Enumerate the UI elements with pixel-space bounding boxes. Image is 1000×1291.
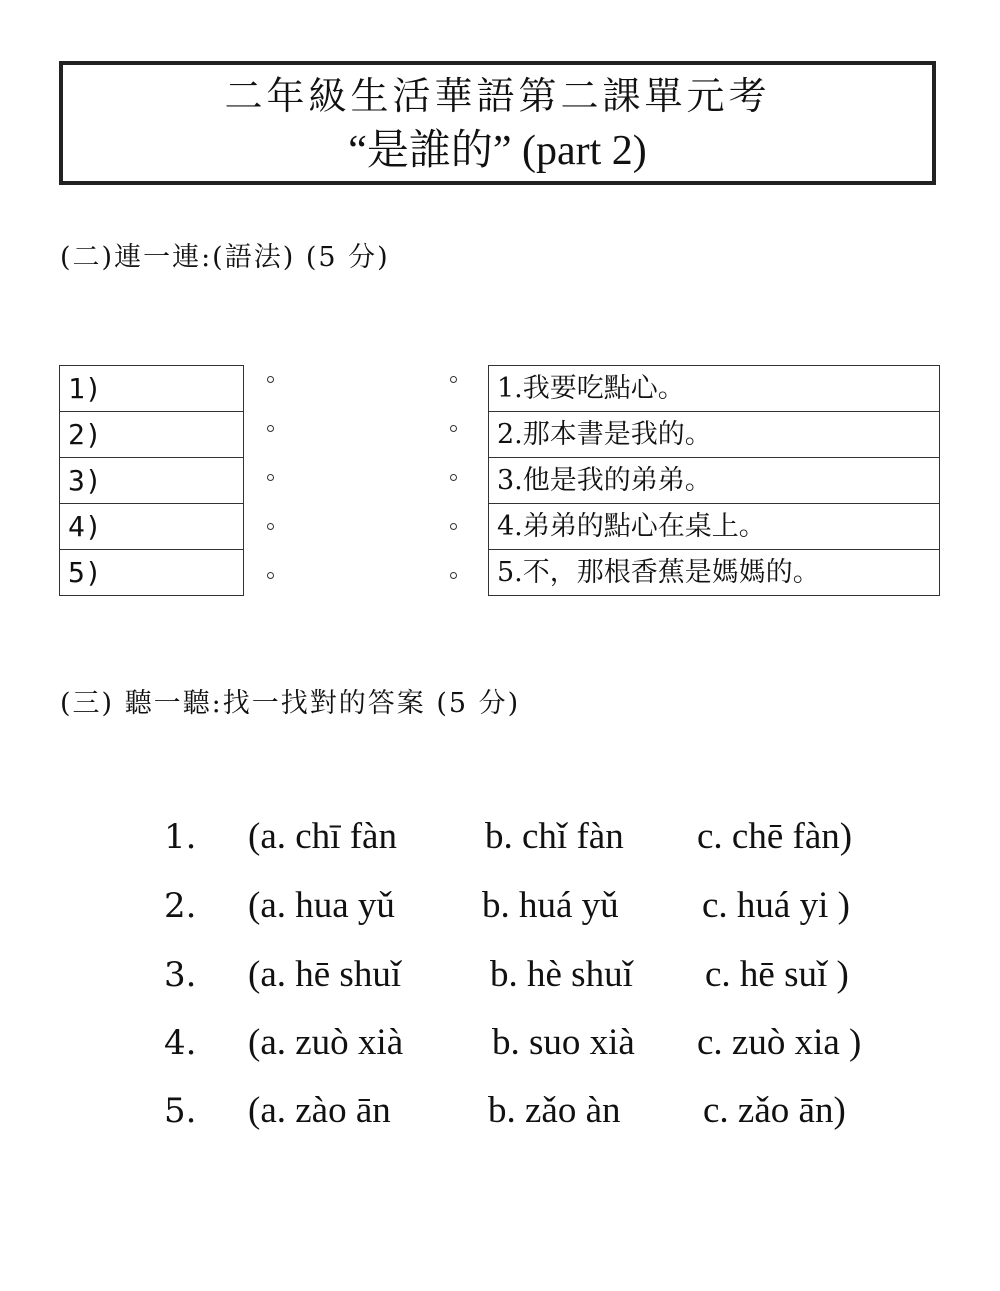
option-a[interactable]: (a. hua yǔ: [248, 885, 395, 926]
right-connector-dot-5[interactable]: [450, 572, 457, 579]
sentence-5[interactable]: 5.不，那根香蕉是媽媽的。: [489, 550, 940, 596]
right-connector-dot-3[interactable]: [450, 474, 457, 481]
left-item-2[interactable]: 2): [60, 412, 244, 458]
option-c[interactable]: c. huá yi ): [702, 885, 850, 926]
left-connector-dot-2[interactable]: [267, 425, 274, 432]
question-row: [0, 812, 1000, 862]
page-subtitle: “是誰的” (part 2): [348, 128, 647, 174]
option-b[interactable]: b. suo xià: [492, 1022, 635, 1063]
left-item-4[interactable]: 4): [60, 504, 244, 550]
sentence-3[interactable]: 3.他是我的弟弟。: [489, 458, 940, 504]
option-b[interactable]: b. zǎo àn: [488, 1090, 621, 1131]
left-match-column: [59, 365, 244, 596]
question-row: [0, 881, 1000, 931]
question-number: 5.: [164, 1091, 197, 1131]
left-connector-dot-5[interactable]: [267, 572, 274, 579]
option-c[interactable]: c. zǎo ān): [703, 1090, 846, 1131]
title-box: [59, 61, 936, 185]
sentence-4[interactable]: 4.弟弟的點心在桌上。: [489, 504, 940, 550]
page-title: 二年級生活華語第二課單元考: [224, 74, 771, 118]
option-c[interactable]: c. hē suǐ ): [705, 954, 849, 995]
section-3-heading: (三) 聽一聽:找一找對的答案 (5 分): [60, 688, 521, 719]
right-connector-dot-2[interactable]: [450, 425, 457, 432]
question-row: [0, 950, 1000, 1000]
question-number: 1.: [164, 817, 197, 857]
option-c[interactable]: c. chē fàn): [697, 816, 853, 857]
option-b[interactable]: b. hè shuǐ: [490, 954, 633, 995]
left-connector-dot-4[interactable]: [267, 523, 274, 530]
option-b[interactable]: b. huá yǔ: [482, 885, 619, 926]
left-connector-dot-1[interactable]: [267, 376, 274, 383]
question-number: 3.: [164, 955, 197, 995]
question-row: [0, 1086, 1000, 1136]
option-a[interactable]: (a. zuò xià: [248, 1022, 404, 1063]
left-item-5[interactable]: 5): [60, 550, 244, 596]
option-a[interactable]: (a. chī fàn: [248, 816, 397, 857]
option-a[interactable]: (a. hē shuǐ: [248, 954, 402, 995]
left-item-1[interactable]: 1): [60, 366, 244, 412]
left-item-3[interactable]: 3): [60, 458, 244, 504]
right-connector-dot-4[interactable]: [450, 523, 457, 530]
left-connector-dot-3[interactable]: [267, 474, 274, 481]
right-connector-dot-1[interactable]: [450, 376, 457, 383]
question-number: 2.: [164, 886, 197, 926]
right-match-column: [488, 365, 940, 596]
question-row: [0, 1018, 1000, 1068]
section-2-heading: (二)連一連:(語法) (5 分): [60, 242, 390, 273]
option-c[interactable]: c. zuò xia ): [697, 1022, 862, 1063]
option-b[interactable]: b. chǐ fàn: [485, 816, 624, 857]
sentence-1[interactable]: 1.我要吃點心。: [489, 366, 940, 412]
question-number: 4.: [164, 1023, 197, 1063]
option-a[interactable]: (a. zào ān: [248, 1090, 391, 1131]
sentence-2[interactable]: 2.那本書是我的。: [489, 412, 940, 458]
